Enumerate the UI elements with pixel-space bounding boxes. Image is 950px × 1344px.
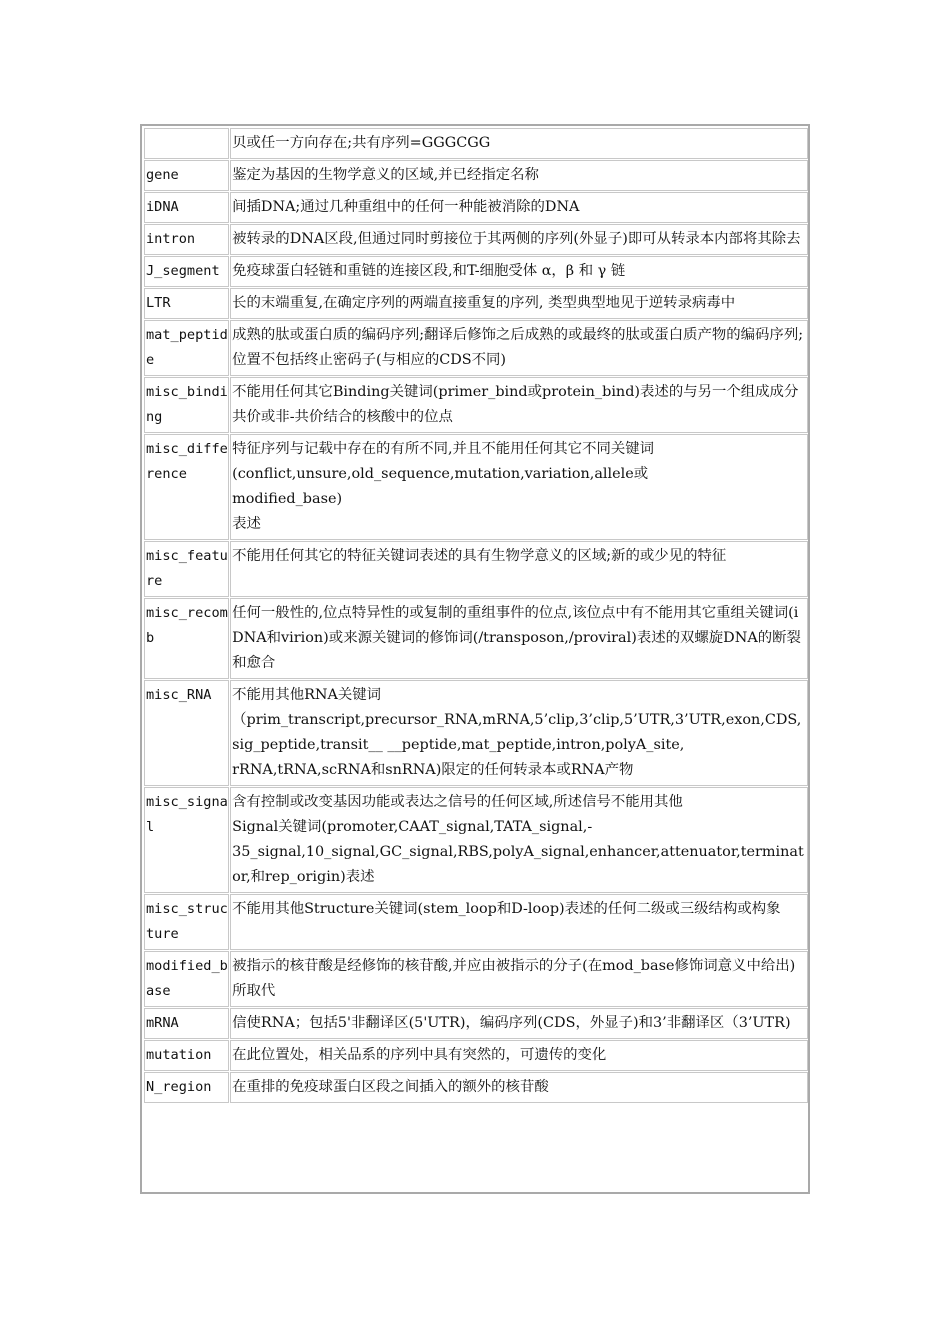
description-cell [230, 128, 808, 159]
description-line: 信使RNA；包括5'非翻译区(5'UTR)，编码序列(CDS，外显子)和3’非翻译区（3’UTR) [232, 1015, 791, 1031]
description-cell [230, 256, 808, 287]
table-row [144, 192, 808, 223]
description-line: 不能用其他Structure关键词(stem_loop和D-loop)表述的任何二级或三级结构或构象 [232, 901, 781, 917]
table-row [144, 160, 808, 191]
description-line: modified_base) [232, 491, 343, 507]
description-line: 间插DNA;通过几种重组中的任何一种能被消除的DNA [232, 199, 580, 215]
feature-key-cell: LTR [144, 288, 229, 319]
description-cell [230, 680, 808, 786]
description-line: 贝或任一方向存在;共有序列=GGGCGG [232, 135, 491, 151]
feature-key-cell: misc_difference [144, 434, 229, 540]
description-line: 任何一般性的,位点特异性的或复制的重组事件的位点,该位点中有不能用其它重组关键词(iDNA和virion)或来源关键词的修饰词(/transposon,/proviral)表述的双螺旋DNA的断裂和愈合 [232, 605, 801, 671]
description-line: rRNA,tRNA,scRNA和snRNA)限定的任何转录本或RNA产物 [232, 762, 634, 778]
table-row [144, 541, 808, 597]
feature-key-cell: misc_recomb [144, 598, 229, 679]
description-line: 不能用任何其它的特征关键词表述的具有生物学意义的区域;新的或少见的特征 [232, 548, 727, 564]
description-line: 长的末端重复,在确定序列的两端直接重复的序列, 类型典型地见于逆转录病毒中 [232, 295, 736, 311]
description-cell [230, 320, 808, 376]
description-cell [230, 224, 808, 255]
description-cell [230, 951, 808, 1007]
feature-key-cell: N_region [144, 1072, 229, 1103]
description-cell [230, 377, 808, 433]
description-cell [230, 288, 808, 319]
description-cell [230, 787, 808, 893]
table-row [144, 288, 808, 319]
feature-key-cell: intron [144, 224, 229, 255]
table-row [144, 320, 808, 376]
feature-key-cell: mutation [144, 1040, 229, 1071]
feature-key-cell: iDNA [144, 192, 229, 223]
description-line: Signal关键词(promoter,CAAT_signal,TATA_signal,- [232, 819, 593, 835]
feature-key-cell: modified_base [144, 951, 229, 1007]
feature-key-cell: J_segment [144, 256, 229, 287]
feature-key-cell: misc_binding [144, 377, 229, 433]
description-cell [230, 598, 808, 679]
description-cell [230, 1008, 808, 1039]
table-row [144, 224, 808, 255]
table-row [144, 377, 808, 433]
description-line: 成熟的肽或蛋白质的编码序列;翻译后修饰之后成熟的或最终的肽或蛋白质产物的编码序列;位置不包括终止密码子(与相应的CDS不同) [232, 327, 804, 368]
description-line: 在此位置处，相关品系的序列中具有突然的，可遗传的变化 [232, 1047, 607, 1063]
feature-key-cell [144, 128, 229, 159]
description-line: （prim_transcript,precursor_RNA,mRNA,5’clip,3’clip,5’UTR,3’UTR,exon,CDS, [232, 712, 802, 728]
description-line: 不能用任何其它Binding关键词(primer_bind或protein_bind)表述的与另一个组成成分共价或非-共价结合的核酸中的位点 [232, 384, 799, 425]
description-line: 不能用其他RNA关键词 [232, 687, 382, 703]
table-row [144, 1072, 808, 1103]
description-line: 含有控制或改变基因功能或表达之信号的任何区域,所述信号不能用其他 [232, 794, 683, 810]
description-line: 35_signal,10_signal,GC_signal,RBS,polyA_signal,enhancer,attenuator,terminator,和rep_origin)表述 [232, 844, 804, 885]
feature-key-cell: gene [144, 160, 229, 191]
description-line: 在重排的免疫球蛋白区段之间插入的额外的核苷酸 [232, 1079, 549, 1095]
feature-key-cell: misc_structure [144, 894, 229, 950]
feature-key-cell: misc_RNA [144, 680, 229, 786]
table-row [144, 598, 808, 679]
description-line: 被指示的核苷酸是经修饰的核苷酸,并应由被指示的分子(在mod_base修饰词意义中给出)所取代 [232, 958, 796, 999]
feature-key-table-frame [140, 124, 810, 1194]
feature-key-cell: misc_feature [144, 541, 229, 597]
description-line: (conflict,unsure,old_sequence,mutation,variation,allele或 [232, 466, 649, 482]
table-row [144, 1008, 808, 1039]
description-line: 特征序列与记载中存在的有所不同,并且不能用任何其它不同关键词 [232, 441, 655, 457]
description-cell [230, 541, 808, 597]
table-row [144, 256, 808, 287]
table-row [144, 1040, 808, 1071]
table-row [144, 951, 808, 1007]
table-row [144, 128, 808, 159]
table-row [144, 680, 808, 786]
description-line: 免疫球蛋白轻链和重链的连接区段,和T-细胞受体 α，β 和 γ 链 [232, 263, 626, 279]
description-cell [230, 160, 808, 191]
feature-key-table [143, 127, 809, 1104]
table-body [144, 128, 808, 1103]
description-line: 表述 [232, 516, 261, 532]
feature-key-cell: mat_peptide [144, 320, 229, 376]
description-line: 鉴定为基因的生物学意义的区域,并已经指定名称 [232, 167, 539, 183]
description-line: 被转录的DNA区段,但通过同时剪接位于其两侧的序列(外显子)即可从转录本内部将其除去 [232, 231, 801, 247]
table-row [144, 787, 808, 893]
description-line: sig_peptide,transit__ __peptide,mat_peptide,intron,polyA_site, [232, 737, 685, 753]
table-row [144, 434, 808, 540]
feature-key-cell: mRNA [144, 1008, 229, 1039]
feature-key-cell: misc_signal [144, 787, 229, 893]
description-cell [230, 894, 808, 950]
description-cell [230, 192, 808, 223]
description-cell [230, 1040, 808, 1071]
table-row [144, 894, 808, 950]
description-cell [230, 1072, 808, 1103]
description-cell [230, 434, 808, 540]
